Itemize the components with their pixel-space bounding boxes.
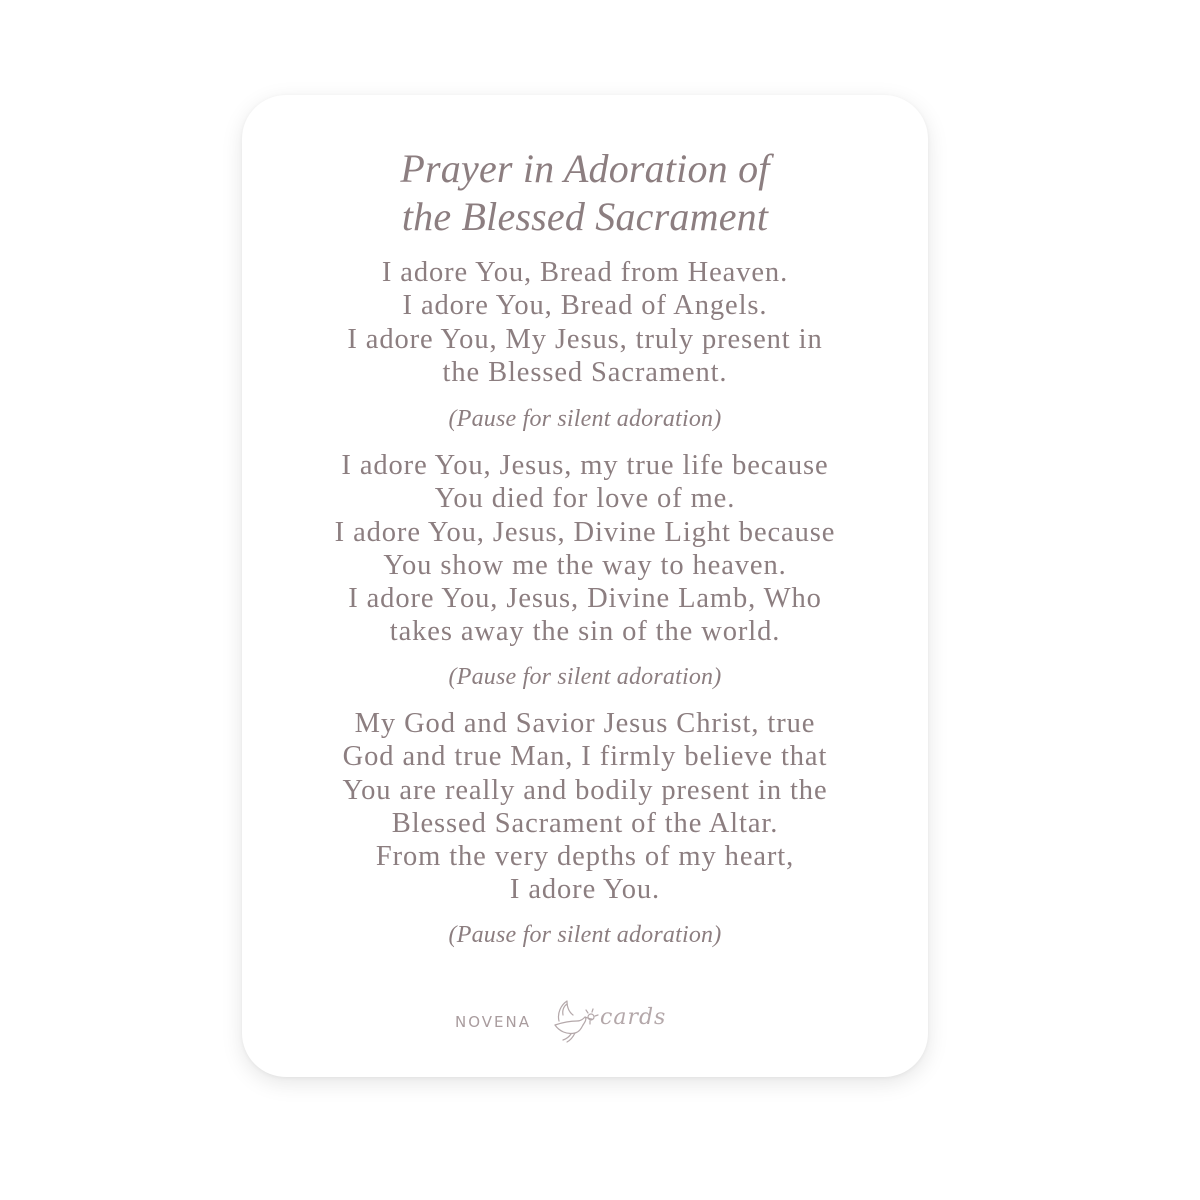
verse-line: I adore You, Jesus, Divine Light because <box>334 516 836 548</box>
verse-line: God and true Man, I firmly believe that <box>342 741 828 773</box>
verse-line: My God and Savior Jesus Christ, true <box>354 708 816 739</box>
logo-script: cards <box>600 1005 667 1030</box>
verse-line: Blessed Sacrament of the Altar. <box>391 807 779 839</box>
title-line: Prayer in Adoration of <box>400 146 770 191</box>
verse-line: You are really and bodily present in the <box>342 774 828 806</box>
logo-wordmark: NOVENA <box>455 1013 531 1031</box>
verse-line: From the very depths of my heart, <box>375 841 795 873</box>
pause-instruction: (Pause for silent adoration) <box>448 406 722 432</box>
pause-instruction: (Pause for silent adoration) <box>448 664 722 690</box>
verse-line: I adore You, My Jesus, truly present in <box>347 323 823 355</box>
verse-line: I adore You, Jesus, Divine Lamb, Who <box>348 583 822 615</box>
prayer-card <box>242 95 928 1077</box>
verse-line: You show me the way to heaven. <box>383 549 787 581</box>
verse-line: You died for love of me. <box>434 483 736 515</box>
card-title <box>242 145 928 241</box>
stanza-3 <box>242 707 928 907</box>
verse-line: the Blessed Sacrament. <box>442 356 728 388</box>
pause-instruction: (Pause for silent adoration) <box>448 922 722 948</box>
stanza-2 <box>242 449 928 649</box>
verse-line: takes away the sin of the world. <box>389 616 781 648</box>
novena-cards-logo <box>242 993 928 1049</box>
verse-line: I adore You. <box>509 874 661 906</box>
verse-line: I adore You, Bread from Heaven. <box>381 257 789 288</box>
stanza-1 <box>242 256 928 389</box>
dove-icon <box>545 995 601 1045</box>
verse-line: I adore You, Jesus, my true life because <box>341 450 829 481</box>
verse-line: I adore You, Bread of Angels. <box>402 290 768 322</box>
title-line: the Blessed Sacrament <box>401 194 769 239</box>
